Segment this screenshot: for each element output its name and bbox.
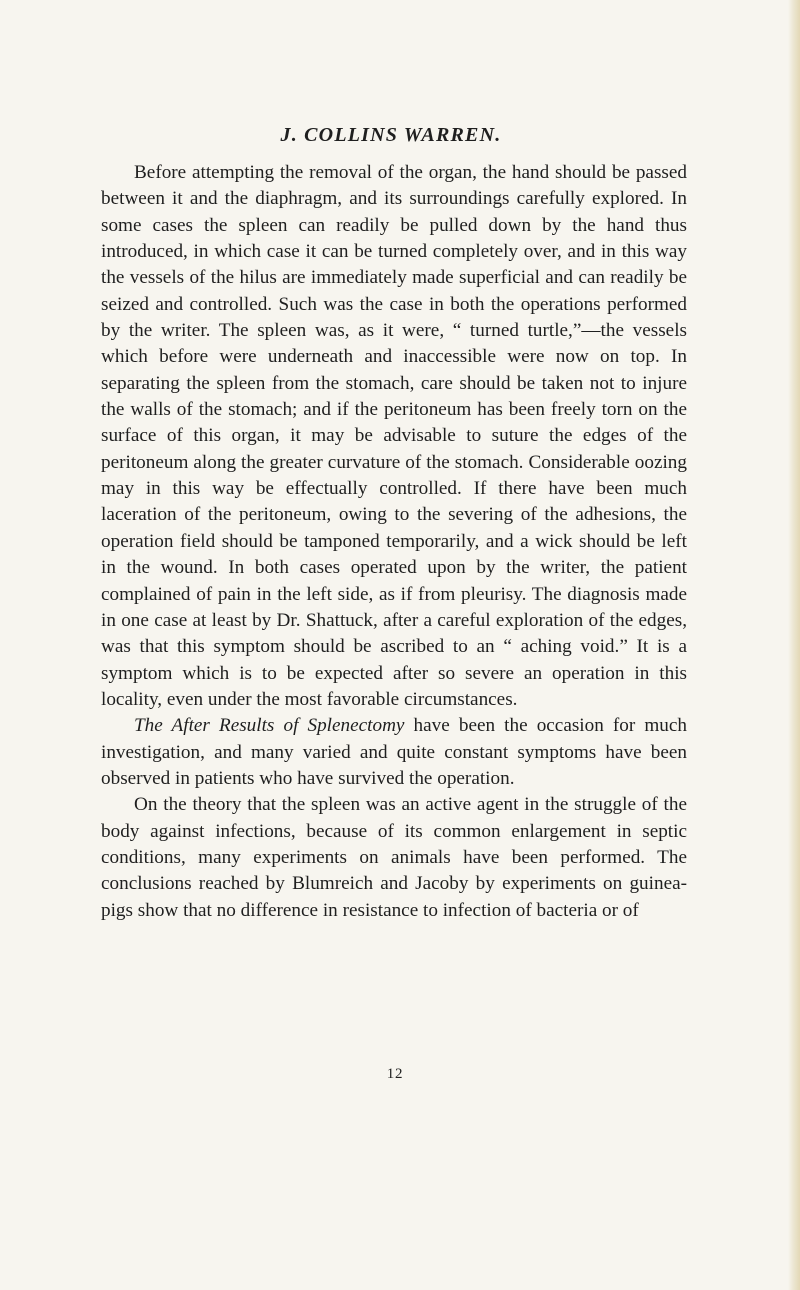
paragraph-3: On the theory that the spleen was an active agent in the struggle of the body against infections, because of its common enlargement in septic conditions, many experiments on animals have been performed. The conclusions reached by Blumreich and Jacoby by experiments on guinea-pigs show that no difference in resistance to infection of bacteria or of xyxy=(101,794,687,921)
paragraph-2 xyxy=(101,713,687,792)
running-head: J. COLLINS WARREN. xyxy=(280,124,502,146)
page-edge xyxy=(788,0,800,1290)
section-title: The After Results of Splenectomy xyxy=(134,715,405,737)
paragraph-1: Before attempting the removal of the organ, the hand should be passed between it and the diaphragm, and its surroundings carefully explored. In some cases the spleen can readily be pulled down by the hand thus introduced, in which case it can be turned completely over, and in this way the vessels of the hilus are immediately made superficial and can readily be seized and controlled. Such was the case in both the operations performed by the writer. The spleen was, as it were, “ turned turtle,”—the vessels which before were underneath and inaccessible were now on top. In separating the spleen from the stomach, care should be taken not to injure the walls of the stomach; and if the peritoneum has been freely torn on the surface of this organ, it may be advisable to suture the edges of the peritoneum along the greater curvature of the stomach. Considerable oozing may in this way be effectually controlled. If there have been much laceration of the peritoneum, owing to the severing of the adhesions, the operation field should be tamponed temporarily, and a wick should be left in the wound. In both cases operated upon by the writer, the patient complained of pain in the left side, as if from pleurisy. The diagnosis made in one case at least by Dr. Shattuck, after a careful exploration of the edges, was that this symptom should be ascribed to an “ aching void.” It is a symptom which is to be expected after so severe an operation in this locality, even under the most favorable circumstances. xyxy=(101,162,687,710)
page-number: 12 xyxy=(386,1066,404,1082)
paragraph-2-text: have been the occasion for much investigation, and many varied and quite constant symptoms have been observed in patients who have survived the operation. xyxy=(101,715,687,789)
body-text xyxy=(101,160,687,924)
